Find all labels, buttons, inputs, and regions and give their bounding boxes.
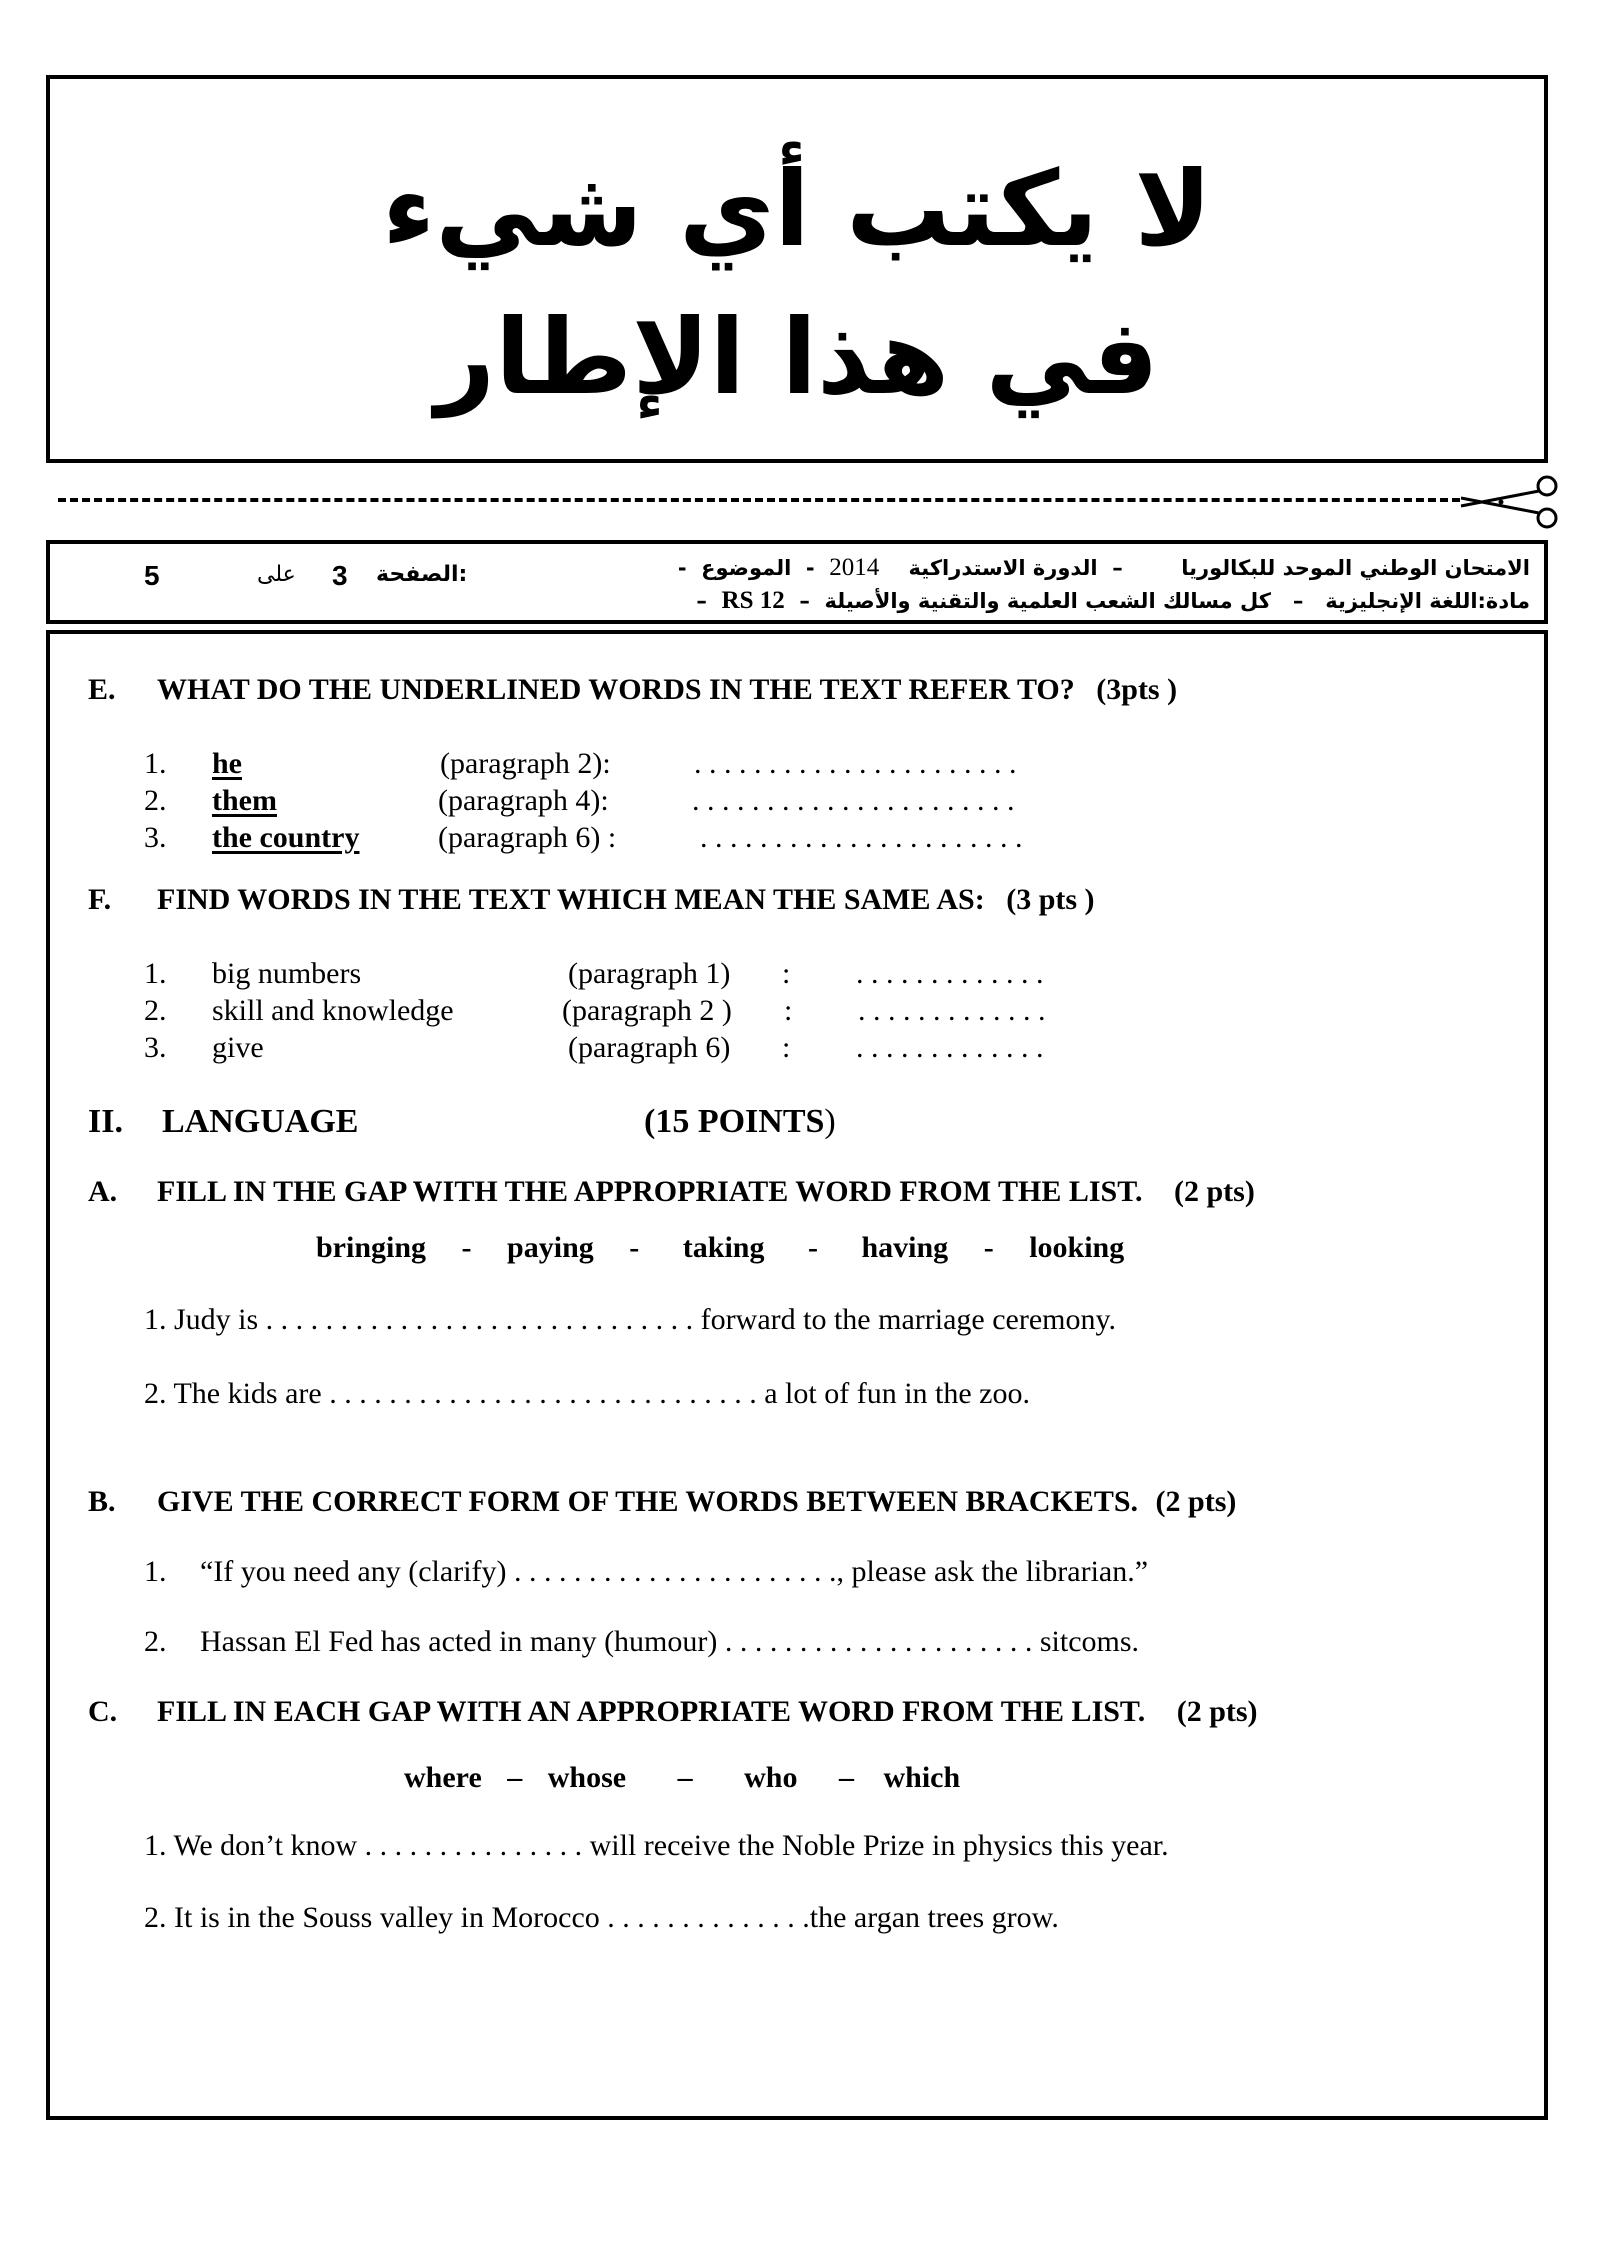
a-word-4: having	[861, 1231, 949, 1264]
f-item-3-ref: (paragraph 6)	[568, 1031, 731, 1064]
part-ii-number: II.	[88, 1103, 123, 1140]
header-line-1: الامتحان الوطني الموحد للبكالوريا – الدورة الاستدراكية 2014 - الموضوع -	[677, 554, 1530, 581]
c-word-sep-3: –	[838, 1761, 854, 1794]
c-word-3: who	[744, 1761, 798, 1794]
section-b-title-text: GIVE THE CORRECT FORM OF THE WORDS BETWEEN BRACKETS.	[157, 1485, 1139, 1518]
c-word-2: whose	[547, 1761, 627, 1794]
section-a-title-text: FILL IN THE GAP WITH THE APPROPRIATE WORD FROM THE LIST.	[157, 1175, 1143, 1208]
section-f-title	[157, 882, 1095, 918]
f-item-3-phrase: give	[212, 1031, 264, 1064]
scissors-icon	[1455, 472, 1565, 532]
f-item-2-phrase: skill and knowledge	[212, 994, 454, 1027]
header-line-2: مادة:اللغة الإنجليزية – كل مسالك الشعب العلمية والتقنية والأصيلة – RS 12 –	[696, 587, 1530, 614]
f-item-2-blank[interactable]: . . . . . . . . . . . . .	[858, 994, 1046, 1027]
section-c-points: (2 pts)	[1176, 1695, 1258, 1728]
f-item-3-num: 3.	[144, 1031, 167, 1064]
e-item-2-ref: (paragraph 4):	[438, 784, 609, 817]
f-item-2-num: 2.	[144, 994, 167, 1027]
a-word-5: looking	[1029, 1231, 1125, 1264]
part-ii-points: (15 POINTS)	[644, 1103, 836, 1140]
section-a-letter: A.	[88, 1175, 118, 1208]
section-e-letter: E.	[88, 673, 116, 706]
do-not-write-line-1: لا يكتب أي شيء	[382, 148, 1212, 270]
b-item-1-num: 1.	[144, 1555, 167, 1588]
c-word-1: where	[404, 1761, 482, 1794]
c-word-sep-1: –	[507, 1761, 523, 1794]
page-of-label: على	[257, 562, 296, 587]
exam-session: الدورة الاستدراكية	[908, 556, 1098, 580]
f-item-2-colon: :	[784, 994, 793, 1027]
e-item-3-ref: (paragraph 6) :	[438, 821, 617, 854]
page-label: الصفحة:	[376, 562, 468, 587]
do-not-write-box	[46, 75, 1548, 463]
f-item-1-ref: (paragraph 1)	[568, 957, 731, 990]
f-item-1-colon: :	[782, 957, 791, 990]
f-item-1-num: 1.	[144, 957, 167, 990]
c-item-1[interactable]: 1. We don’t know . . . . . . . . . . . . . . . will receive the Noble Prize in physics this year.	[144, 1829, 1169, 1862]
e-item-1-word: he	[212, 747, 242, 780]
section-e-points: (3pts )	[1096, 673, 1178, 706]
b-item-2-text[interactable]: Hassan El Fed has acted in many (humour) . . . . . . . . . . . . . . . . . . . . . sitcoms.	[200, 1625, 1140, 1658]
section-f-points: (3 pts )	[1006, 883, 1095, 916]
f-item-3-colon: :	[782, 1031, 791, 1064]
a-word-1: bringing	[316, 1231, 427, 1264]
exam-year: 2014	[829, 554, 880, 581]
b-item-2-num: 2.	[144, 1625, 167, 1658]
exam-type: الموضوع	[701, 556, 792, 580]
exam-header	[46, 540, 1548, 624]
b-item-1-text[interactable]: “If you need any (clarify) . . . . . . . . . . . . . . . . . . . . . ., please ask the librarian.”	[200, 1555, 1149, 1588]
exam-content	[46, 630, 1548, 2120]
part-ii-title: LANGUAGE	[162, 1103, 359, 1140]
section-f-letter: F.	[88, 883, 112, 916]
e-item-2-num: 2.	[144, 784, 167, 817]
page-current: 3	[332, 560, 348, 591]
e-item-1-blank[interactable]: . . . . . . . . . . . . . . . . . . . . . .	[694, 747, 1017, 780]
section-e-title-text: WHAT DO THE UNDERLINED WORDS IN THE TEXT REFER TO?	[157, 673, 1075, 706]
f-item-1-blank[interactable]: . . . . . . . . . . . . .	[856, 957, 1044, 990]
a-item-2[interactable]: 2. The kids are . . . . . . . . . . . . . . . . . . . . . . . . . . . . . a lot of fun in the zoo.	[144, 1377, 1030, 1410]
section-c-title-text: FILL IN EACH GAP WITH AN APPROPRIATE WORD FROM THE LIST.	[157, 1695, 1146, 1728]
c-item-2[interactable]: 2. It is in the Souss valley in Morocco . . . . . . . . . . . . . .the argan trees grow.	[144, 1901, 1059, 1934]
exam-code: RS 12	[721, 587, 785, 614]
a-word-sep-1: -	[461, 1231, 472, 1264]
page-total: 5	[144, 560, 160, 591]
e-item-1-ref: (paragraph 2):	[440, 747, 611, 780]
section-c-title	[157, 1694, 1258, 1730]
section-c-letter: C.	[88, 1695, 118, 1728]
e-item-2-word: them	[212, 784, 277, 817]
section-a-word-list	[316, 1230, 1124, 1266]
a-word-sep-4: -	[983, 1231, 994, 1264]
e-item-2-blank[interactable]: . . . . . . . . . . . . . . . . . . . . . .	[692, 784, 1015, 817]
do-not-write-line-2: في هذا الإطار	[435, 296, 1159, 418]
section-c-word-list	[404, 1760, 960, 1796]
section-a-title	[157, 1174, 1255, 1210]
c-word-sep-2: –	[677, 1761, 693, 1794]
exam-tracks: كل مسالك الشعب العلمية والتقنية والأصيلة	[824, 589, 1271, 613]
f-item-1-phrase: big numbers	[212, 957, 362, 990]
exam-subject: مادة:اللغة الإنجليزية	[1325, 589, 1530, 613]
a-item-1[interactable]: 1. Judy is . . . . . . . . . . . . . . . . . . . . . . . . . . . . . forward to the marriage ceremony.	[144, 1303, 1117, 1336]
e-item-3-num: 3.	[144, 821, 167, 854]
section-b-points: (2 pts)	[1155, 1485, 1237, 1518]
section-b-title	[157, 1484, 1236, 1520]
c-word-4: which	[883, 1761, 961, 1794]
cut-line	[58, 498, 1460, 502]
exam-name: الامتحان الوطني الموحد للبكالوريا	[1181, 556, 1530, 580]
e-item-3-word: the country	[212, 821, 360, 854]
a-word-3: taking	[682, 1231, 765, 1264]
section-e-title	[157, 672, 1177, 708]
section-a-points: (2 pts)	[1174, 1175, 1255, 1208]
e-item-1-num: 1.	[144, 747, 167, 780]
a-word-sep-3: -	[807, 1231, 818, 1264]
a-word-sep-2: -	[629, 1231, 640, 1264]
f-item-3-blank[interactable]: . . . . . . . . . . . . .	[856, 1031, 1044, 1064]
section-f-title-text: FIND WORDS IN THE TEXT WHICH MEAN THE SAME AS:	[157, 883, 985, 916]
section-b-letter: B.	[88, 1485, 116, 1518]
e-item-3-blank[interactable]: . . . . . . . . . . . . . . . . . . . . . .	[700, 821, 1023, 854]
a-word-2: paying	[507, 1231, 594, 1264]
f-item-2-ref: (paragraph 2 )	[562, 994, 732, 1027]
